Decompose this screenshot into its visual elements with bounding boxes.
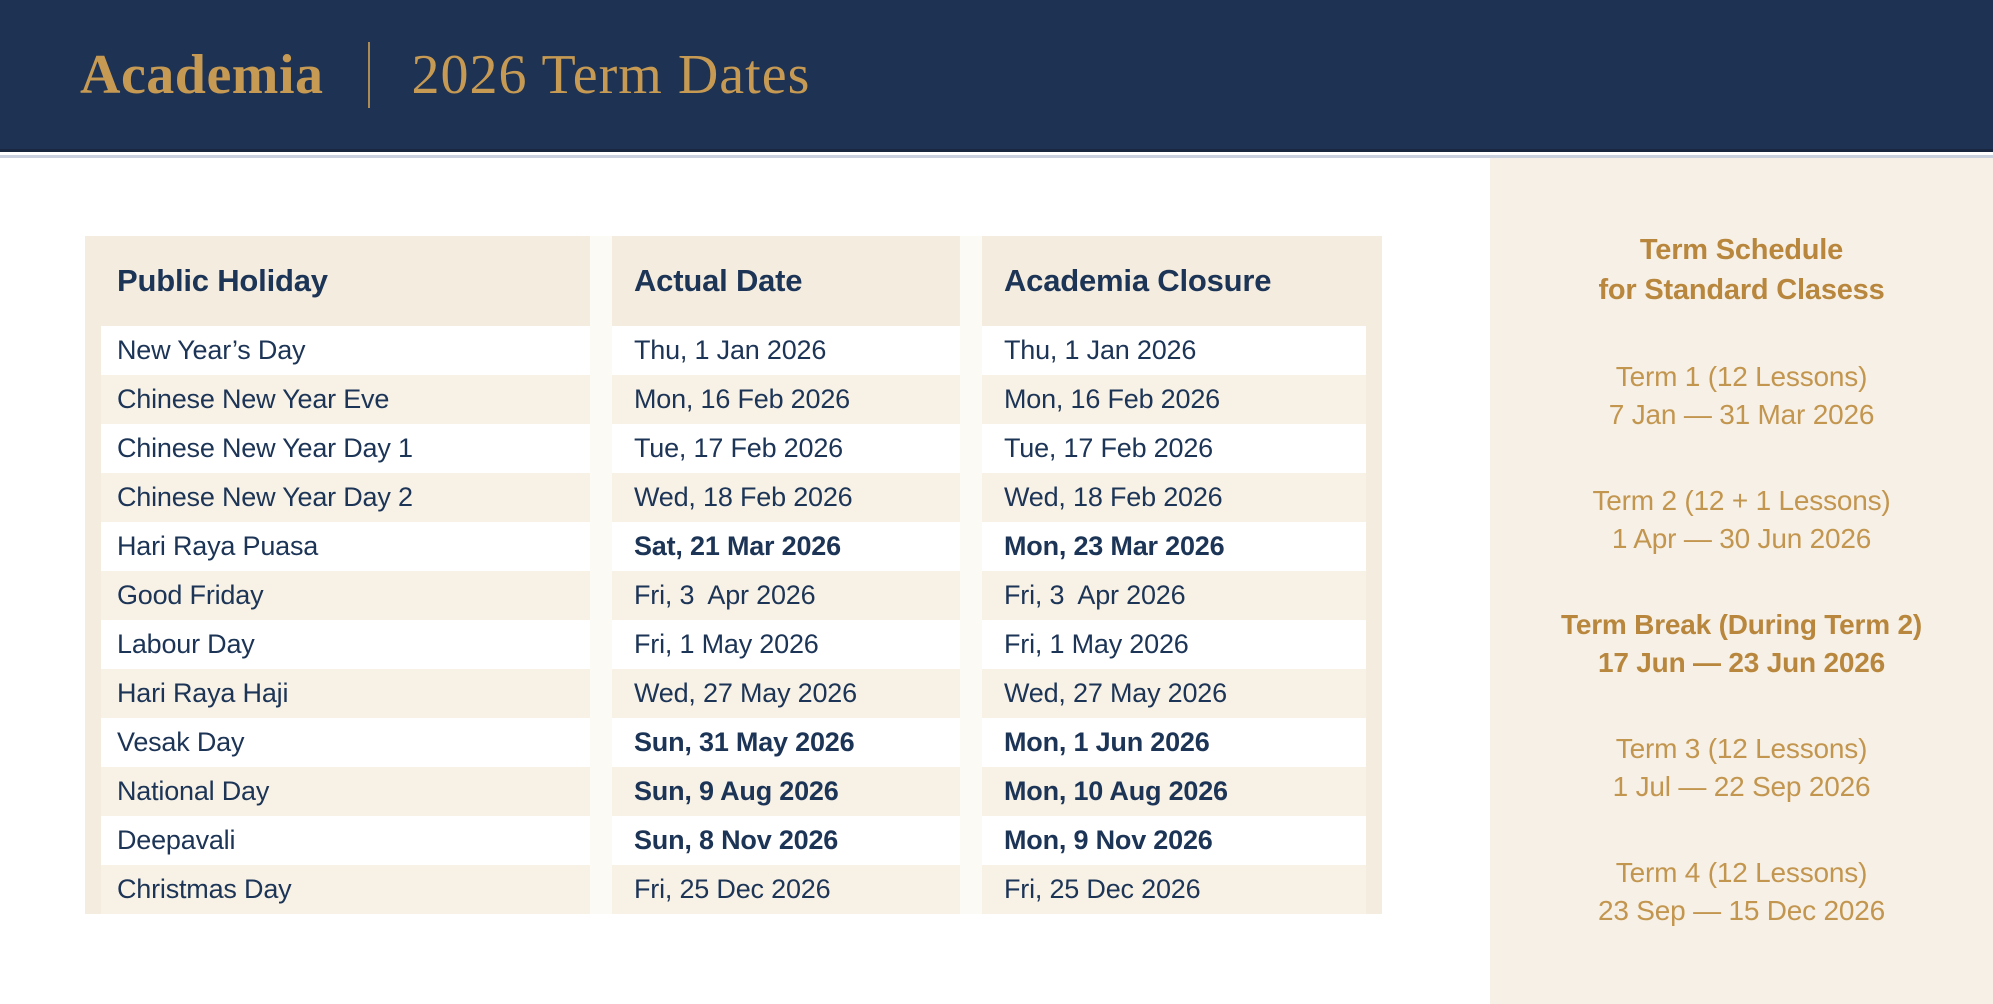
table-row — [101, 865, 1366, 914]
term-block — [1490, 358, 1993, 434]
top-banner — [0, 0, 1993, 152]
column-header-public-holiday: Public Holiday — [101, 236, 590, 326]
actual-cell: Wed, 18 Feb 2026 — [612, 473, 960, 522]
table-row — [101, 522, 1366, 571]
term-dates: 23 Sep — 15 Dec 2026 — [1597, 895, 1886, 926]
table-row — [101, 816, 1366, 865]
banner-divider — [368, 42, 370, 108]
term-block — [1490, 854, 1993, 930]
closure-cell: Tue, 17 Feb 2026 — [982, 424, 1366, 473]
holiday-cell: Deepavali — [101, 816, 590, 865]
actual-cell: Sat, 21 Mar 2026 — [612, 522, 960, 571]
holiday-cell: New Year’s Day — [101, 326, 590, 375]
closure-cell: Mon, 16 Feb 2026 — [982, 375, 1366, 424]
actual-cell: Sun, 31 May 2026 — [612, 718, 960, 767]
term-title: Term 4 (12 Lessons) — [1615, 857, 1868, 888]
closure-cell: Mon, 10 Aug 2026 — [982, 767, 1366, 816]
holiday-cell: Good Friday — [101, 571, 590, 620]
term-schedule-sidebar — [1490, 158, 1993, 1004]
term-block — [1490, 606, 1993, 682]
holiday-cell: Christmas Day — [101, 865, 590, 914]
table-row — [101, 326, 1366, 375]
holiday-cell: Labour Day — [101, 620, 590, 669]
term-dates: 1 Apr — 30 Jun 2026 — [1611, 523, 1872, 554]
term-title: Term 3 (12 Lessons) — [1615, 733, 1868, 764]
table-row — [101, 767, 1366, 816]
page-title: 2026 Term Dates — [411, 43, 811, 106]
actual-cell: Sun, 9 Aug 2026 — [612, 767, 960, 816]
sidebar-heading-line1: Term Schedule — [1639, 234, 1844, 266]
holiday-table — [85, 236, 1382, 914]
holiday-cell: Hari Raya Puasa — [101, 522, 590, 571]
closure-cell: Wed, 18 Feb 2026 — [982, 473, 1366, 522]
closure-cell: Fri, 3 Apr 2026 — [982, 571, 1366, 620]
closure-cell: Mon, 9 Nov 2026 — [982, 816, 1366, 865]
term-title: Term 1 (12 Lessons) — [1615, 361, 1868, 392]
holiday-cell: Hari Raya Haji — [101, 669, 590, 718]
sidebar-heading-line2: for Standard Clasess — [1598, 274, 1885, 306]
term-title: Term 2 (12 + 1 Lessons) — [1592, 485, 1891, 516]
closure-cell: Mon, 23 Mar 2026 — [982, 522, 1366, 571]
holiday-cell: Chinese New Year Eve — [101, 375, 590, 424]
actual-cell: Sun, 8 Nov 2026 — [612, 816, 960, 865]
closure-cell: Wed, 27 May 2026 — [982, 669, 1366, 718]
actual-cell: Wed, 27 May 2026 — [612, 669, 960, 718]
brand-logo: Academia — [80, 43, 324, 106]
table-row — [101, 669, 1366, 718]
sidebar-heading — [1490, 230, 1993, 310]
table-body — [101, 326, 1366, 914]
actual-cell: Thu, 1 Jan 2026 — [612, 326, 960, 375]
closure-cell: Fri, 25 Dec 2026 — [982, 865, 1366, 914]
actual-cell: Fri, 25 Dec 2026 — [612, 865, 960, 914]
closure-cell: Mon, 1 Jun 2026 — [982, 718, 1366, 767]
table-row — [101, 473, 1366, 522]
actual-cell: Tue, 17 Feb 2026 — [612, 424, 960, 473]
table-row — [101, 620, 1366, 669]
table-header-row — [101, 236, 1366, 326]
actual-cell: Fri, 3 Apr 2026 — [612, 571, 960, 620]
term-blocks — [1490, 358, 1993, 930]
column-header-academia-closure: Academia Closure — [982, 236, 1366, 326]
term-dates: 7 Jan — 31 Mar 2026 — [1608, 399, 1875, 430]
term-dates: 1 Jul — 22 Sep 2026 — [1612, 771, 1871, 802]
term-title: Term Break (During Term 2) — [1561, 609, 1922, 640]
actual-cell: Mon, 16 Feb 2026 — [612, 375, 960, 424]
holiday-cell: Chinese New Year Day 1 — [101, 424, 590, 473]
table-row — [101, 424, 1366, 473]
column-header-actual-date: Actual Date — [612, 236, 960, 326]
main-content — [0, 158, 1490, 1004]
term-block — [1490, 482, 1993, 558]
closure-cell: Thu, 1 Jan 2026 — [982, 326, 1366, 375]
table-row — [101, 375, 1366, 424]
table-row — [101, 571, 1366, 620]
term-block — [1490, 730, 1993, 806]
holiday-cell: Chinese New Year Day 2 — [101, 473, 590, 522]
holiday-cell: Vesak Day — [101, 718, 590, 767]
table-row — [101, 718, 1366, 767]
actual-cell: Fri, 1 May 2026 — [612, 620, 960, 669]
term-dates: 17 Jun — 23 Jun 2026 — [1597, 647, 1886, 678]
closure-cell: Fri, 1 May 2026 — [982, 620, 1366, 669]
holiday-cell: National Day — [101, 767, 590, 816]
